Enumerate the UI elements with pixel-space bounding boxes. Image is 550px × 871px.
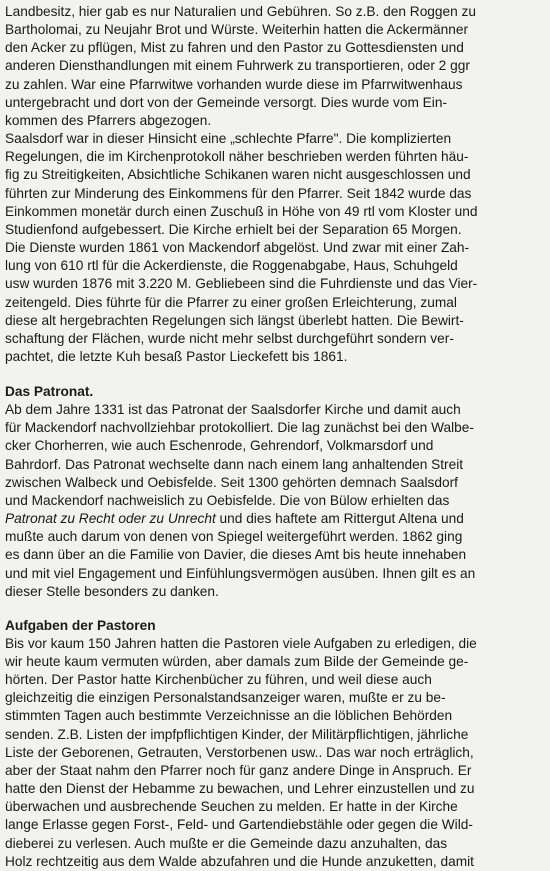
text-line: Holz rechtzeitig aus dem Walde abzufahren und die Hunde anzuketten, damit (5, 853, 474, 869)
text-line: Bahrdorf. Das Patronat wechselte dann nach einem lang anhaltenden Streit (5, 456, 464, 472)
text-line: führten zur Minderung des Einkommens für den Pfarrer. Seit 1842 wurde das (5, 185, 472, 201)
text-line: Bartholomai, zu Neujahr Brot und Würste. Weiterhin hatten die Ackermänner (5, 22, 469, 38)
text-line: kommen des Pfarrers abgezogen. (5, 112, 212, 128)
text-line: es dann über an die Familie von Davier, die dieses Amt bis heute innehaben (5, 547, 467, 563)
text-line: usw wurden 1876 mit 3.220 M. Gebliebeen sind die Fuhrdienste und das Vier- (5, 276, 478, 292)
text-line: dieser Stelle besonders zu danken. (5, 583, 219, 599)
text-line: untergebracht und dort von der Gemeinde versorgt. Dies wurde vom Ein- (5, 94, 448, 110)
text-line: hörten. Der Pastor hatte Kirchenbücher zu führen, und weil diese auch (5, 672, 432, 688)
text-line: lung von 610 rtl für die Ackerdienste, die Roggenabgabe, Haus, Schuhgeld (5, 258, 458, 274)
text-line: anderen Diensthandlungen mit einem Fuhrwerk zu transportieren, oder 2 ggr (5, 58, 470, 74)
text-line: schaftung der Flächen, wurde nicht mehr selbst durchgeführt sondern ver- (5, 330, 454, 346)
text-line: zwischen Walbeck und Oebisfelde. Seit 1300 gehörten demnach Saalsdorf (5, 474, 458, 490)
section-patronat-text (5, 401, 546, 601)
text-line: Saalsdorf war in dieser Hinsicht eine „schlechte Pfarre". Die komplizierten (5, 131, 452, 147)
text-line: stimmten Tagen auch bestimmte Verzeichnisse an die löblichen Behörden (5, 708, 453, 724)
heading-patronat: Das Patronat. (5, 384, 94, 400)
text-line: Landbesitz, hier gab es nur Naturalien und Gebühren. So z.B. den Roggen zu (5, 4, 477, 19)
text-line: zu zahlen. War eine Pfarrwitwe vorhanden wurde diese im Pfarrwitwenhaus (5, 76, 463, 92)
text-line: Einkommen monetär durch einen Zuschuß in Höhe von 49 rtl vom Kloster und (5, 203, 478, 219)
heading-aufgaben: Aufgaben der Pastoren (5, 617, 156, 633)
italic-phrase: Patronat zu Recht oder zu Unrecht (5, 511, 216, 527)
text-line: und mit viel Engagement und Einfühlungsvermögen ausüben. Ihnen gilt es an (5, 565, 476, 581)
text-line: lange Erlasse gegen Forst-, Feld- und Gartendiebstähle oder gegen die Wild- (5, 817, 473, 833)
text-line: hatte den Dienst der Hebamme zu bewachen, und Lehrer einzustellen und zu (5, 781, 475, 797)
text-line: zeitengeld. Dies führte für die Pfarrer zu einer großen Erleichterung, zumal (5, 294, 457, 310)
text-line: aber der Staat nahm den Pfarrer noch für ganz andere Dinge in Anspruch. Er (5, 762, 472, 778)
text-line-italic (5, 510, 546, 528)
text-line: den Acker zu pflügen, Mist zu fahren und den Pastor zu Gottesdiensten und (5, 40, 464, 56)
spacer (5, 601, 546, 617)
text-line: gleichzeitig die einzigen Personalstandsanzeiger waren, mußte er zu be- (5, 690, 446, 706)
text-line: Liste der Geborenen, Getrauten, Verstorbenen usw.. Das war noch erträglich, (5, 744, 474, 760)
text-line: Studienfond aufgebessert. Die Kirche erhielt bei der Separation 65 Morgen. (5, 221, 462, 237)
text-fragment: und dies haftete am Rittergut Altena und (215, 511, 464, 527)
text-line: dieberei zu verlesen. Auch mußte er die Gemeinde dazu anzuhalten, das (5, 835, 448, 851)
text-line: und Mackendorf nachweislich zu Oebisfelde. Die von Bülow erhielten das (5, 492, 450, 508)
text-line: Ab dem Jahre 1331 ist das Patronat der Saalsdorfer Kirche und damit auch (5, 402, 461, 418)
section-income-text (5, 3, 546, 366)
text-line: mußte auch darum von denen von Spiegel weitergeführt werden. 1862 ging (5, 529, 463, 545)
text-line: cker Chorherren, wie auch Eschenrode, Gehrendorf, Volkmarsdorf und (5, 438, 434, 454)
text-line: senden. Z.B. Listen der impfpflichtigen Kinder, der Militärpflichtigen, jährliche (5, 726, 469, 742)
text-line: pachtet, die letzte Kuh besaß Pastor Lieckefett bis 1861. (5, 348, 348, 364)
text-line: Regelungen, die im Kirchenprotokoll näher beschrieben werden führten häu- (5, 149, 469, 165)
text-line: fig zu Streitigkeiten, Absichtliche Schikanen waren nicht ausgeschlossen und (5, 167, 471, 183)
text-line: für Mackendorf nachvollziehbar protokolliert. Die lag zunächst bei den Walbe- (5, 420, 474, 436)
text-line: überwachen und ausbrechende Seuchen zu melden. Er hatte in der Kirche (5, 799, 458, 815)
text-line: diese alt hergebrachten Regelungen sich längst überlebt hatten. Die Bewirt- (5, 312, 464, 328)
text-line: Die Dienste wurden 1861 von Mackendorf abgelöst. Und zwar mit einer Zah- (5, 240, 470, 256)
text-line: wir heute kaum vermuten würden, aber damals zum Bilde der Gemeinde ge- (5, 654, 469, 669)
section-aufgaben-text (5, 635, 546, 871)
text-line: Bis vor kaum 150 Jahren hatten die Pastoren viele Aufgaben zu erledigen, die (5, 635, 477, 651)
spacer (5, 366, 546, 383)
